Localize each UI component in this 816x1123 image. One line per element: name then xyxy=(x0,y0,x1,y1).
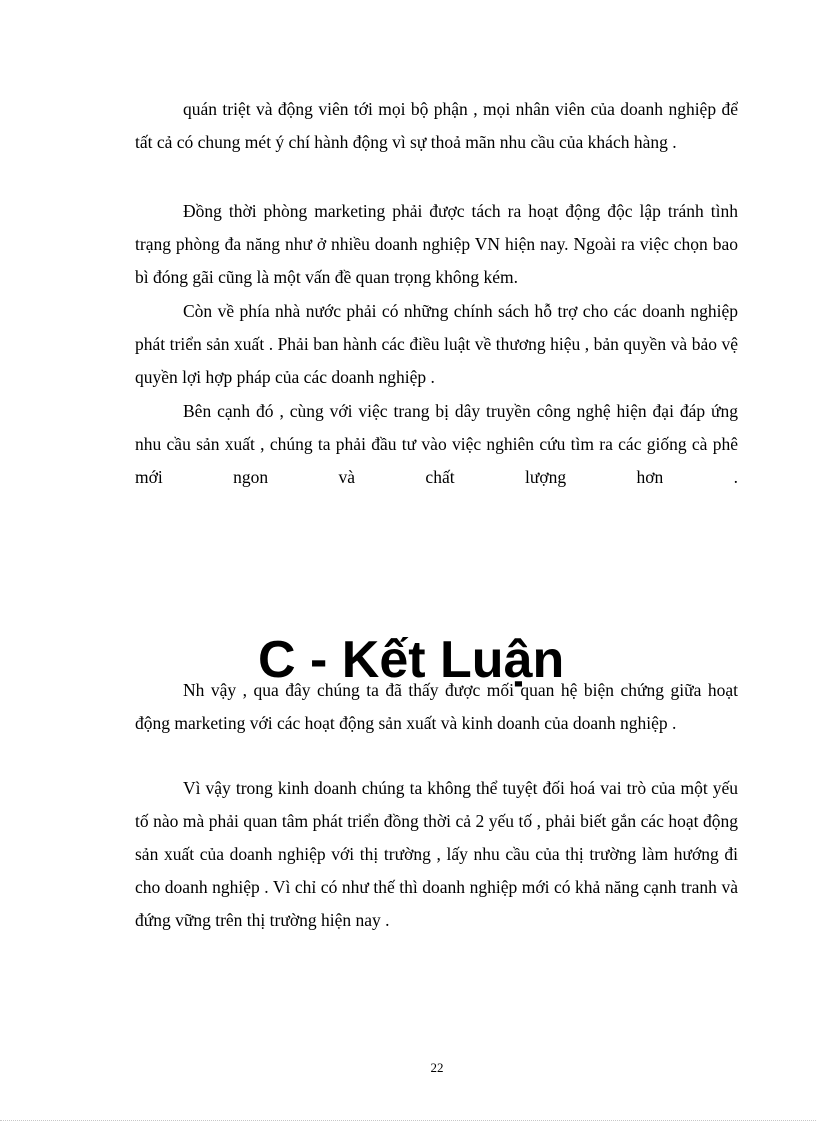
paragraph-3: Còn về phía nhà nước phải có những chính sách hỗ trợ cho các doanh nghiệp phát triển sản xuất . Phải ban hành các điều luật về thương hiệu , bản quyền và bảo vệ quyền lợi hợp pháp của các doanh nghiệp . xyxy=(135,301,738,387)
conclusion-paragraph-2: Vì vậy trong kinh doanh chúng ta không thể tuyệt đối hoá vai trò của một yếu tố nào mà phải quan tâm phát triển đồng thời cả 2 yếu tố , phải biết gắn các hoạt động sản xuất của doanh nghiệp với thị trường , lấy nhu cầu của thị trường làm hướng đi cho doanh nghiệp . Vì chỉ có như thế thì doanh nghiệp mới có khả năng cạnh tranh và đứng vững trên thị trường hiện nay . xyxy=(135,778,738,930)
page-divider xyxy=(0,1120,816,1121)
conclusion-paragraph-1: Nh vậy , qua đây chúng ta đã thấy được mối quan hệ biện chứng giữa hoạt động marketing với các hoạt động sản xuất và kinh doanh của doanh nghiệp . xyxy=(135,680,738,733)
paragraph-1: quán triệt và động viên tới mọi bộ phận , mọi nhân viên của doanh nghiệp để tất cả có chung mét ý chí hành động vì sự thoả mãn nhu cầu của khách hàng . xyxy=(135,99,738,152)
paragraph-2: Đồng thời phòng marketing phải được tách ra hoạt động độc lập tránh tình trạng phòng đa năng như ở nhiều doanh nghiệp VN hiện nay. Ngoài ra việc chọn bao bì đóng gãi cũng là một vấn đề quan trọng không kém. xyxy=(135,201,738,287)
section-heading: C - Kết Luận xyxy=(258,631,565,689)
paragraph-4: Bên cạnh đó , cùng với việc trang bị dây truyền công nghệ hiện đại đáp ứng nhu cầu sản xuất , chúng ta phải đầu tư vào việc nghiên cứu tìm ra các giống cà phê mới ngon và chất lượng hơn . xyxy=(135,401,738,487)
page-number: 22 xyxy=(430,1060,444,1075)
